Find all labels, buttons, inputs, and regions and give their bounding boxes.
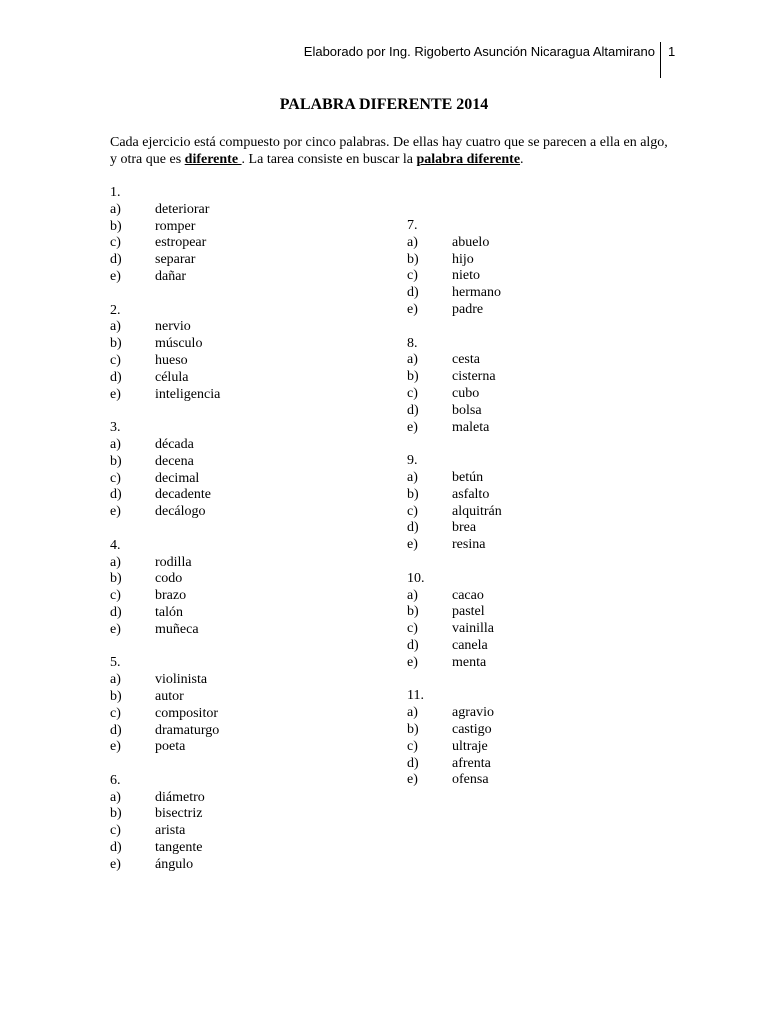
- option-word: violinista: [155, 672, 208, 688]
- exercise-option: [110, 504, 220, 521]
- exercise-option: [407, 705, 502, 722]
- exercises-left-column: [110, 185, 220, 890]
- exercise-option: [110, 219, 220, 236]
- option-word: romper: [155, 218, 196, 234]
- exercise-option: [110, 706, 220, 723]
- exercise-option: [407, 352, 502, 369]
- exercise-option: [110, 235, 220, 252]
- option-letter: c): [407, 738, 418, 754]
- option-word: tangente: [155, 840, 203, 856]
- option-letter: c): [110, 588, 121, 604]
- option-word: ultraje: [452, 738, 488, 754]
- option-word: diámetro: [155, 789, 205, 805]
- option-word: cubo: [452, 385, 480, 401]
- exercise-number: 9.: [407, 453, 418, 469]
- option-word: resina: [452, 537, 486, 553]
- exercise-option: [407, 655, 502, 672]
- option-word: nervio: [155, 319, 191, 335]
- option-word: betún: [452, 469, 484, 485]
- option-letter: d): [110, 487, 122, 503]
- option-word: abuelo: [452, 234, 490, 250]
- exercise-option: [110, 739, 220, 756]
- exercise-option: [407, 638, 502, 655]
- option-word: brazo: [155, 588, 187, 604]
- option-letter: e): [407, 654, 418, 670]
- page-number: 1: [668, 44, 676, 59]
- option-letter: e): [110, 386, 121, 402]
- exercise-option: [110, 471, 220, 488]
- option-letter: e): [407, 301, 418, 317]
- exercise-option: [407, 520, 502, 537]
- option-word: afrenta: [452, 755, 491, 771]
- option-word: deteriorar: [155, 201, 210, 217]
- option-word: decadente: [155, 487, 211, 503]
- exercise-option: [407, 235, 502, 252]
- header-divider: [660, 42, 661, 78]
- exercise-block: [110, 420, 220, 521]
- exercise-option: [407, 386, 502, 403]
- option-letter: b): [110, 571, 122, 587]
- exercise-option: [407, 420, 502, 437]
- option-word: bolsa: [452, 402, 482, 418]
- exercise-option: [407, 252, 502, 269]
- option-word: arista: [155, 823, 186, 839]
- exercise-block: [110, 185, 220, 286]
- exercise-option: [407, 268, 502, 285]
- option-word: bisectriz: [155, 806, 203, 822]
- option-letter: c): [407, 385, 418, 401]
- option-letter: d): [110, 604, 122, 620]
- exercise-number: 3.: [110, 420, 121, 436]
- option-word: decimal: [155, 470, 200, 486]
- option-letter: d): [110, 840, 122, 856]
- option-letter: e): [407, 537, 418, 553]
- option-letter: e): [110, 504, 121, 520]
- option-letter: a): [110, 319, 121, 335]
- option-letter: d): [407, 402, 419, 418]
- option-letter: e): [407, 772, 418, 788]
- exercise-option: [407, 621, 502, 638]
- exercise-block: [110, 773, 220, 874]
- exercise-block: [110, 655, 220, 756]
- option-word: vainilla: [452, 621, 494, 637]
- option-word: agravio: [452, 705, 494, 721]
- option-word: menta: [452, 654, 487, 670]
- option-word: hijo: [452, 251, 474, 267]
- option-letter: d): [407, 755, 419, 771]
- option-letter: a): [110, 672, 121, 688]
- exercise-option: [110, 857, 220, 874]
- option-letter: b): [110, 218, 122, 234]
- option-word: músculo: [155, 336, 203, 352]
- exercise-number: 5.: [110, 655, 121, 671]
- option-letter: b): [110, 336, 122, 352]
- document-title: PALABRA DIFERENTE 2014: [279, 96, 489, 113]
- exercise-option: [110, 672, 220, 689]
- option-letter: a): [407, 705, 418, 721]
- exercise-option: [110, 336, 220, 353]
- intro-paragraph: [110, 134, 670, 168]
- intro-underlined-2: palabra diferente: [416, 152, 521, 167]
- option-word: decálogo: [155, 504, 206, 520]
- option-letter: e): [110, 621, 121, 637]
- exercise-option: [407, 403, 502, 420]
- exercise-number: 11.: [407, 688, 424, 704]
- option-letter: e): [110, 739, 121, 755]
- exercise-block: [407, 336, 502, 437]
- exercise-block: [407, 453, 502, 554]
- option-word: autor: [155, 688, 184, 704]
- option-letter: a): [110, 201, 121, 217]
- option-word: hueso: [155, 352, 188, 368]
- option-letter: d): [110, 252, 122, 268]
- exercise-option: [110, 605, 220, 622]
- option-word: talón: [155, 604, 183, 620]
- option-letter: c): [110, 470, 121, 486]
- option-word: nieto: [452, 268, 480, 284]
- exercise-number: 10.: [407, 570, 425, 586]
- exercise-block: [407, 571, 502, 672]
- option-word: célula: [155, 369, 189, 385]
- exercise-number: 6.: [110, 772, 121, 788]
- option-letter: d): [407, 637, 419, 653]
- exercise-option: [407, 739, 502, 756]
- option-letter: d): [110, 722, 122, 738]
- option-letter: a): [407, 352, 418, 368]
- option-letter: d): [407, 520, 419, 536]
- option-letter: a): [110, 436, 121, 452]
- option-letter: b): [407, 604, 419, 620]
- option-letter: a): [407, 234, 418, 250]
- option-letter: e): [407, 419, 418, 435]
- option-word: padre: [452, 301, 484, 317]
- exercise-block: [110, 303, 220, 404]
- exercise-option: [407, 756, 502, 773]
- option-word: muñeca: [155, 621, 199, 637]
- option-word: estropear: [155, 235, 207, 251]
- exercise-number: 1.: [110, 185, 121, 200]
- option-letter: e): [110, 268, 121, 284]
- exercise-option: [407, 504, 502, 521]
- exercise-option: [110, 370, 220, 387]
- exercise-option: [110, 555, 220, 572]
- option-letter: b): [110, 688, 122, 704]
- option-letter: c): [407, 503, 418, 519]
- exercise-option: [110, 689, 220, 706]
- option-letter: c): [110, 235, 121, 251]
- option-word: ofensa: [452, 772, 489, 788]
- option-letter: a): [110, 789, 121, 805]
- exercise-option: [407, 302, 502, 319]
- option-letter: c): [110, 705, 121, 721]
- option-letter: b): [407, 486, 419, 502]
- option-letter: b): [407, 251, 419, 267]
- option-word: pastel: [452, 604, 485, 620]
- exercise-number: 7.: [407, 218, 418, 233]
- exercise-block: [407, 688, 502, 789]
- exercise-option: [110, 571, 220, 588]
- option-letter: c): [407, 268, 418, 284]
- option-word: codo: [155, 571, 183, 587]
- exercise-option: [110, 437, 220, 454]
- exercise-number: 4.: [110, 537, 121, 553]
- page-header: [0, 42, 768, 78]
- exercise-option: [110, 269, 220, 286]
- exercise-option: [110, 387, 220, 404]
- option-word: rodilla: [155, 554, 192, 570]
- option-word: compositor: [155, 705, 218, 721]
- exercise-option: [407, 772, 502, 789]
- option-word: brea: [452, 520, 477, 536]
- exercise-option: [407, 470, 502, 487]
- option-word: hermano: [452, 285, 501, 301]
- option-letter: d): [110, 369, 122, 385]
- exercise-option: [407, 487, 502, 504]
- option-letter: a): [407, 587, 418, 603]
- option-letter: c): [110, 352, 121, 368]
- intro-underlined-1: diferente: [184, 152, 242, 167]
- exercise-number: 8.: [407, 335, 418, 351]
- exercise-option: [407, 537, 502, 554]
- exercise-option: [407, 285, 502, 302]
- option-word: canela: [452, 637, 488, 653]
- option-word: cisterna: [452, 369, 496, 385]
- exercise-number: 2.: [110, 302, 121, 318]
- exercise-option: [110, 790, 220, 807]
- option-word: inteligencia: [155, 386, 221, 402]
- option-word: asfalto: [452, 486, 490, 502]
- option-letter: b): [110, 806, 122, 822]
- intro-text-1: Cada ejercicio está compuesto por cinco palabras. De ellas hay cuatro que se parecen a ella en algo, y otra que es: [110, 135, 668, 167]
- exercise-option: [110, 588, 220, 605]
- exercise-option: [407, 369, 502, 386]
- exercise-option: [407, 588, 502, 605]
- option-word: poeta: [155, 739, 186, 755]
- option-word: cacao: [452, 587, 484, 603]
- exercise-option: [407, 722, 502, 739]
- exercise-option: [110, 252, 220, 269]
- option-word: alquitrán: [452, 503, 502, 519]
- option-word: separar: [155, 252, 196, 268]
- option-word: cesta: [452, 352, 480, 368]
- exercise-option: [110, 723, 220, 740]
- option-letter: b): [110, 453, 122, 469]
- intro-text-3: .: [520, 152, 524, 167]
- option-word: decena: [155, 453, 194, 469]
- option-letter: c): [407, 621, 418, 637]
- option-word: década: [155, 436, 194, 452]
- option-letter: c): [110, 823, 121, 839]
- exercise-block: [110, 538, 220, 639]
- exercise-option: [110, 823, 220, 840]
- exercise-option: [110, 487, 220, 504]
- exercise-option: [110, 202, 220, 219]
- exercise-option: [110, 622, 220, 639]
- exercise-option: [110, 353, 220, 370]
- exercise-option: [110, 454, 220, 471]
- option-letter: a): [407, 469, 418, 485]
- option-word: ángulo: [155, 856, 194, 872]
- exercise-option: [407, 604, 502, 621]
- exercise-block: [407, 218, 502, 319]
- intro-text-2: . La tarea consiste en buscar la: [241, 152, 417, 167]
- option-word: dañar: [155, 268, 187, 284]
- option-word: dramaturgo: [155, 722, 220, 738]
- exercise-option: [110, 840, 220, 857]
- option-word: castigo: [452, 721, 492, 737]
- option-letter: d): [407, 285, 419, 301]
- header-author: Elaborado por Ing. Rigoberto Asunción Nicaragua Altamirano: [303, 44, 655, 59]
- option-word: maleta: [452, 419, 490, 435]
- option-letter: b): [407, 721, 419, 737]
- option-letter: e): [110, 856, 121, 872]
- option-letter: b): [407, 369, 419, 385]
- exercise-option: [110, 806, 220, 823]
- exercises-right-column: [407, 218, 502, 806]
- option-letter: a): [110, 554, 121, 570]
- exercise-option: [110, 319, 220, 336]
